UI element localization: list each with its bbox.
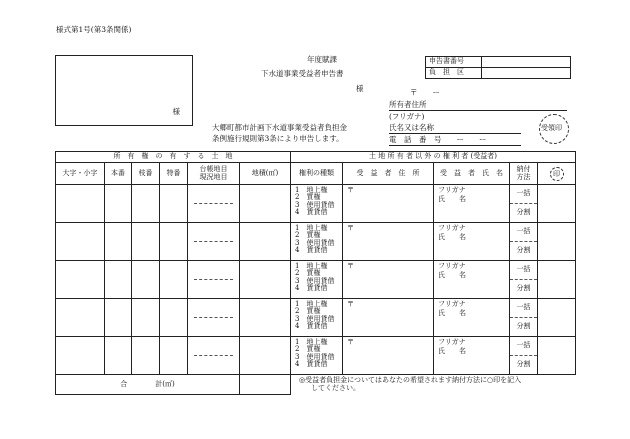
right-type-cell[interactable] [291, 261, 343, 299]
burden-area-label: 負 担 区 [426, 68, 482, 79]
phone-line[interactable] [389, 145, 521, 146]
name-label: 氏 名 [438, 309, 466, 318]
area-cell[interactable] [240, 223, 291, 261]
col-seal [538, 163, 576, 185]
tokuban-cell[interactable] [160, 337, 188, 375]
right-type-option[interactable]: 4 賃貸借 [295, 360, 328, 369]
total-table [55, 374, 576, 395]
col-area: 地積(㎡) [240, 163, 291, 185]
payment-lump-option[interactable]: 一括 [516, 227, 531, 235]
right-type-option[interactable]: 1 地上権 [295, 338, 328, 346]
right-type-option[interactable]: 3 使用貸借 [295, 276, 335, 285]
edaban-cell[interactable] [132, 223, 160, 261]
right-type-option[interactable]: 2 質権 [295, 345, 321, 354]
table-row [55, 260, 576, 299]
owner-address-line[interactable] [389, 110, 567, 111]
tokuban-cell[interactable] [160, 299, 188, 337]
col-honban: 本番 [105, 163, 132, 185]
right-type-cell[interactable] [291, 299, 343, 337]
furigana-label: フリガナ [438, 224, 466, 232]
payment-lump-option[interactable]: 一括 [516, 341, 531, 349]
registration-box [425, 56, 571, 79]
owner-address-label: 所有者住所 [389, 100, 427, 109]
edaban-cell[interactable] [132, 337, 160, 375]
group-header-rights: 土 地 所 有 者 以 外 の 権 利 者 (受益者) [291, 152, 576, 163]
postal-mark: 〒 [347, 300, 354, 308]
title-sama: 様 [356, 84, 364, 93]
furigana-label: フリガナ [438, 186, 466, 194]
payment-cell [510, 299, 538, 337]
tokuban-cell[interactable] [160, 261, 188, 299]
right-type-option[interactable]: 4 賃貸借 [295, 208, 328, 217]
receipt-stamp-label: 受領印 [541, 124, 562, 132]
right-type-option[interactable]: 2 質権 [295, 269, 321, 278]
seal-cell[interactable] [538, 337, 576, 375]
owner-name-line[interactable] [389, 133, 521, 134]
ledger-cell[interactable] [188, 337, 240, 375]
seal-cell[interactable] [538, 185, 576, 223]
burden-area-field[interactable] [482, 68, 571, 79]
group-header-land: 所 有 権 の 有 す る 土 地 [56, 152, 291, 163]
edaban-cell[interactable] [132, 299, 160, 337]
right-type-option[interactable]: 1 地上権 [295, 300, 328, 308]
col-aza: 大字・小字 [56, 163, 105, 185]
area-cell[interactable] [240, 261, 291, 299]
col-edaban: 枝番 [132, 163, 160, 185]
tokuban-cell[interactable] [160, 185, 188, 223]
aza-cell[interactable] [56, 299, 105, 337]
owner-name-label: 氏名又は名称 [389, 123, 434, 132]
col-ledger [188, 163, 240, 185]
payment-divider [510, 241, 537, 242]
right-type-cell[interactable] [291, 337, 343, 375]
col-ledger-1: 台帳地目 [199, 165, 228, 174]
right-type-option[interactable]: 3 使用貸借 [295, 238, 335, 247]
table-row [55, 184, 576, 223]
furigana-label: フリガナ [438, 262, 466, 270]
payment-divider [510, 317, 537, 318]
payment-cell [510, 337, 538, 375]
col-name: 受 益 者 氏 名 [434, 163, 510, 185]
receipt-stamp [539, 114, 569, 144]
honban-cell[interactable] [105, 299, 132, 337]
name-label: 氏 名 [438, 271, 466, 280]
ledger-divider [194, 279, 233, 280]
ledger-cell[interactable] [188, 185, 240, 223]
seal-cell[interactable] [538, 299, 576, 337]
postal-mark: 〒 [347, 186, 354, 194]
name-label: 氏 名 [438, 233, 466, 242]
furigana-label: (フリガナ) [389, 112, 425, 121]
declarant-postal: 〒 ー [410, 88, 440, 97]
address-cell[interactable] [343, 223, 434, 261]
right-type-option[interactable]: 3 使用貸借 [295, 352, 335, 361]
honban-cell[interactable] [105, 337, 132, 375]
honban-cell[interactable] [105, 185, 132, 223]
form-number: 様式第1号(第3条関係) [56, 25, 132, 34]
furigana-label: フリガナ [438, 338, 466, 346]
right-type-option[interactable]: 3 使用貸借 [295, 200, 335, 209]
table-row [55, 336, 576, 375]
payment-note [291, 375, 576, 395]
payment-install-option[interactable]: 分割 [516, 360, 531, 368]
right-type-option[interactable]: 4 賃貸借 [295, 322, 328, 331]
address-cell[interactable] [343, 299, 434, 337]
right-type-option[interactable]: 2 質権 [295, 193, 321, 202]
table-row [55, 222, 576, 261]
addressee-sama: 様 [172, 106, 180, 116]
col-right-type: 権利の種類 [291, 163, 343, 185]
honban-cell[interactable] [105, 261, 132, 299]
honban-cell[interactable] [105, 223, 132, 261]
payment-install-option[interactable]: 分割 [516, 322, 531, 330]
ledger-cell[interactable] [188, 299, 240, 337]
right-type-option[interactable]: 4 賃貸借 [295, 246, 328, 255]
col-payment-2: 方法 [516, 172, 531, 181]
total-label: 合 計(㎡) [56, 375, 240, 395]
aza-cell[interactable] [56, 337, 105, 375]
postal-mark: 〒 [347, 338, 354, 346]
right-type-option[interactable]: 4 賃貸借 [295, 284, 328, 293]
doc-title: 下水道事業受益者申告書 [261, 69, 344, 78]
seal-cell[interactable] [538, 261, 576, 299]
right-type-cell[interactable] [291, 223, 343, 261]
payment-cell [510, 185, 538, 223]
area-cell[interactable] [240, 337, 291, 375]
ledger-divider [194, 317, 233, 318]
right-type-option[interactable]: 1 地上権 [295, 186, 328, 194]
payment-lump-option[interactable]: 一括 [516, 303, 531, 311]
address-cell[interactable] [343, 185, 434, 223]
payment-install-option[interactable]: 分割 [516, 284, 531, 292]
seal-cell[interactable] [538, 223, 576, 261]
aza-cell[interactable] [56, 261, 105, 299]
edaban-cell[interactable] [132, 185, 160, 223]
right-type-cell[interactable] [291, 185, 343, 223]
right-type-option[interactable]: 2 質権 [295, 307, 321, 316]
postal-mark: 〒 [347, 262, 354, 270]
ledger-divider [194, 355, 233, 356]
furigana-label: フリガナ [438, 300, 466, 308]
ledger-divider [194, 241, 233, 242]
col-payment-1: 納付 [516, 165, 531, 174]
aza-cell[interactable] [56, 223, 105, 261]
payment-install-option[interactable]: 分割 [516, 208, 531, 216]
payment-lump-option[interactable]: 一括 [516, 189, 531, 197]
edaban-cell[interactable] [132, 261, 160, 299]
payment-install-option[interactable]: 分割 [516, 246, 531, 254]
right-type-option[interactable]: 3 使用貸借 [295, 314, 335, 323]
addressee-box[interactable] [55, 55, 193, 126]
declaration-line-2: 条例施行規則第3条により申告します。 [212, 134, 344, 143]
address-cell[interactable] [343, 261, 434, 299]
name-cell[interactable] [434, 223, 510, 261]
name-label: 氏 名 [438, 195, 466, 204]
col-address: 受 益 者 住 所 [343, 163, 434, 185]
col-tokuban: 特番 [160, 163, 188, 185]
payment-lump-option[interactable]: 一括 [516, 265, 531, 273]
name-label: 氏 名 [438, 347, 466, 356]
ledger-cell[interactable] [188, 261, 240, 299]
name-cell[interactable] [434, 337, 510, 375]
address-cell[interactable] [343, 337, 434, 375]
area-cell[interactable] [240, 185, 291, 223]
payment-divider [510, 203, 537, 204]
app-number-label: 申告書番号 [426, 57, 482, 68]
col-payment [510, 163, 538, 185]
payment-divider [510, 279, 537, 280]
land-table [55, 151, 576, 185]
name-cell[interactable] [434, 299, 510, 337]
ledger-cell[interactable] [188, 223, 240, 261]
payment-divider [510, 355, 537, 356]
seal-mark-icon: 印 [550, 167, 564, 181]
payment-note-line-2: してください。 [311, 383, 360, 392]
right-type-option[interactable]: 2 質権 [295, 231, 321, 240]
fiscal-year-label: 年度賦課 [307, 55, 337, 64]
payment-cell [510, 223, 538, 261]
postal-mark: 〒 [347, 224, 354, 232]
app-number-field[interactable] [482, 57, 571, 68]
declaration-line-1: 大郷町都市計画下水道事業受益者負担金 [212, 123, 347, 132]
payment-cell [510, 261, 538, 299]
name-cell[interactable] [434, 185, 510, 223]
payment-note-line-1: ◎受益者負担金についてはあなたの希望されます納付方法に○印を記入 [299, 375, 522, 384]
ledger-divider [194, 203, 233, 204]
right-type-option[interactable]: 1 地上権 [295, 224, 328, 232]
table-row [55, 298, 576, 337]
right-type-option[interactable]: 1 地上権 [295, 262, 328, 270]
col-ledger-2: 現況地目 [199, 172, 228, 181]
tokuban-cell[interactable] [160, 223, 188, 261]
total-area-field[interactable] [240, 375, 291, 395]
phone-label: 電 話 番 号 ー ー [389, 135, 487, 144]
area-cell[interactable] [240, 299, 291, 337]
name-cell[interactable] [434, 261, 510, 299]
aza-cell[interactable] [56, 185, 105, 223]
